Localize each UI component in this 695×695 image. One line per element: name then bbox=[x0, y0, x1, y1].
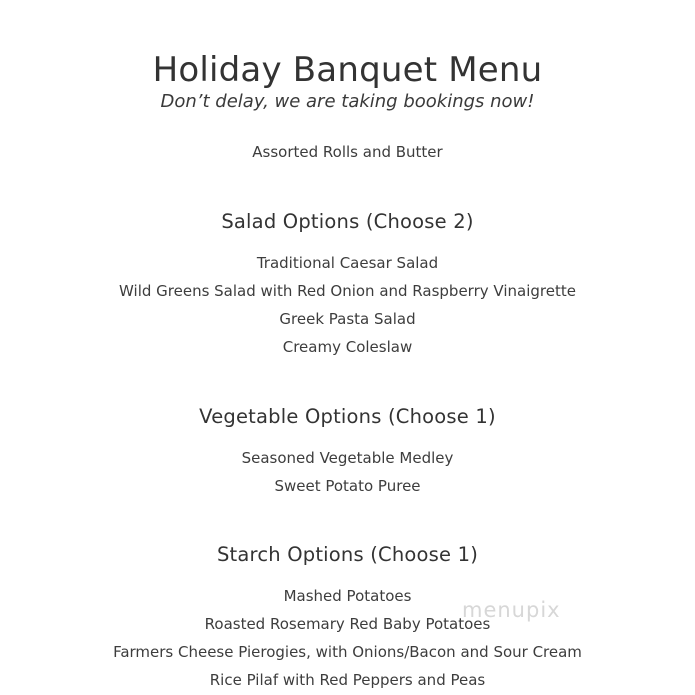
list-item: Sweet Potato Puree bbox=[274, 477, 421, 495]
starch-list bbox=[0, 582, 695, 694]
starch-heading: Starch Options (Choose 1) bbox=[216, 543, 479, 566]
starch-section bbox=[0, 542, 695, 694]
list-item: Rice Pilaf with Red Peppers and Peas bbox=[209, 671, 486, 689]
vegetable-list bbox=[0, 444, 695, 500]
list-item: Greek Pasta Salad bbox=[279, 310, 416, 328]
list-item: Roasted Rosemary Red Baby Potatoes bbox=[204, 615, 491, 633]
salad-section bbox=[0, 209, 695, 361]
list-item: Farmers Cheese Pierogies, with Onions/Bacon and Sour Cream bbox=[113, 643, 582, 661]
page-title: Holiday Banquet Menu bbox=[152, 50, 543, 90]
list-item: Wild Greens Salad with Red Onion and Raspberry Vinaigrette bbox=[119, 282, 576, 300]
vegetable-section bbox=[0, 404, 695, 500]
list-item: Traditional Caesar Salad bbox=[256, 254, 439, 272]
list-item: Mashed Potatoes bbox=[283, 587, 412, 605]
watermark-logo: menupix bbox=[462, 598, 561, 622]
salad-heading: Salad Options (Choose 2) bbox=[221, 210, 474, 233]
list-item: Creamy Coleslaw bbox=[282, 338, 413, 356]
vegetable-heading: Vegetable Options (Choose 1) bbox=[199, 405, 496, 428]
intro-item: Assorted Rolls and Butter bbox=[252, 143, 443, 161]
salad-list bbox=[0, 249, 695, 361]
list-item: Seasoned Vegetable Medley bbox=[241, 449, 454, 467]
page-subtitle: Don’t delay, we are taking bookings now! bbox=[160, 91, 535, 112]
